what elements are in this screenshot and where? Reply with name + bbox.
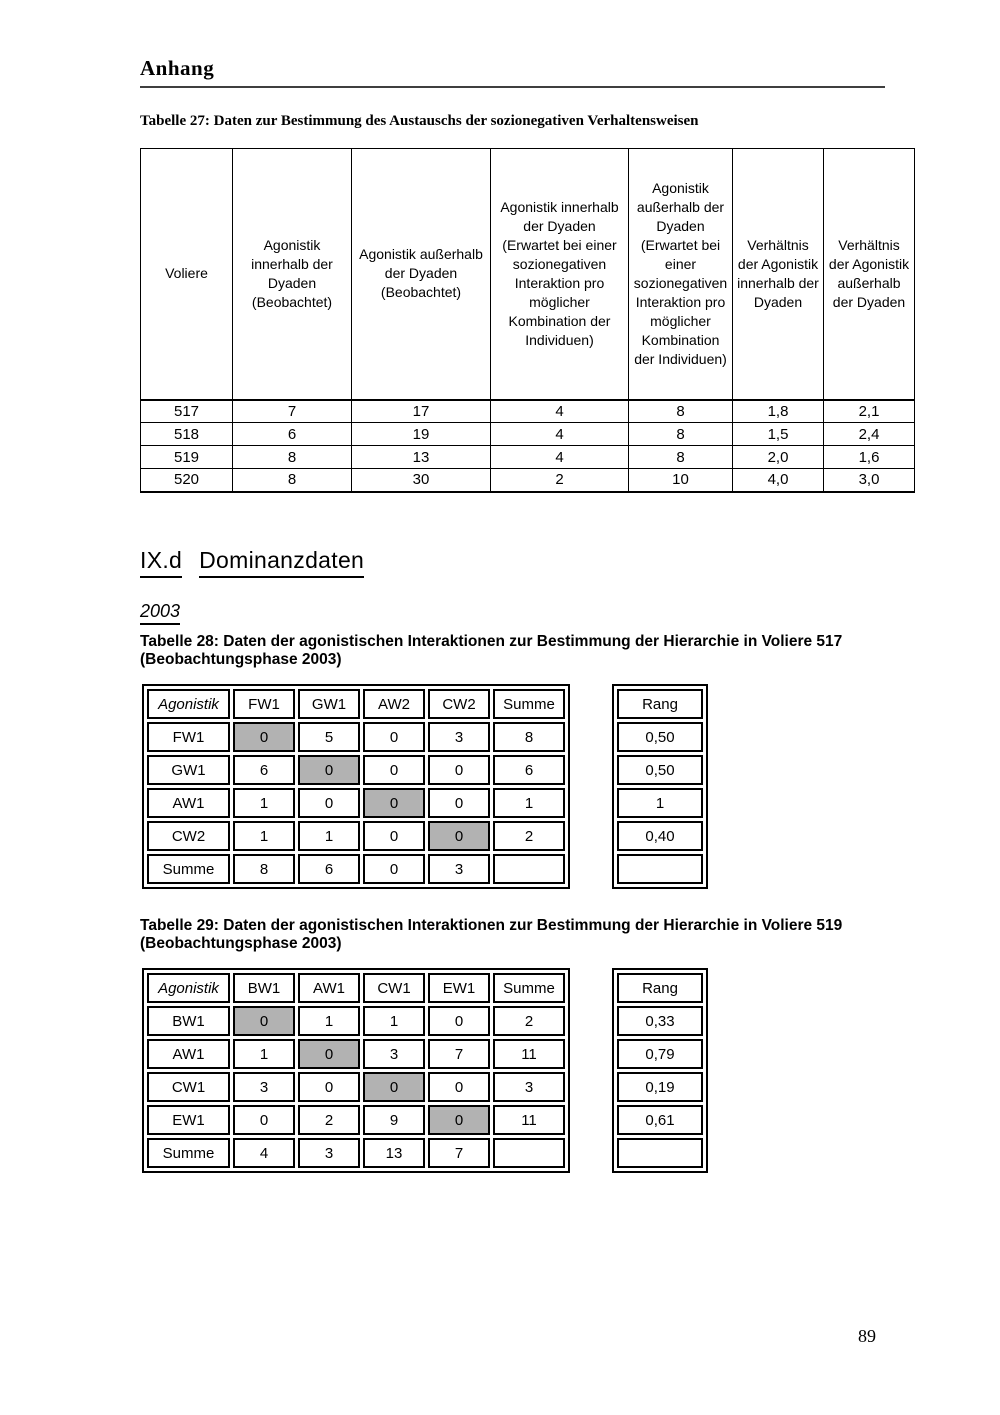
table29-row <box>147 1105 565 1135</box>
table29-cell: 0 <box>428 1006 490 1036</box>
table29-row-label: CW1 <box>147 1072 230 1102</box>
table27 <box>140 148 915 493</box>
table29-cell: 1 <box>233 1039 295 1069</box>
table28-row <box>147 755 565 785</box>
table28-row <box>147 821 565 851</box>
table27-cell: 13 <box>352 446 491 469</box>
table27-cell: 517 <box>141 400 233 423</box>
table28-cell: 2 <box>493 821 565 851</box>
table27-caption: Tabelle 27: Daten zur Bestimmung des Austauschs der sozionegativen Verhaltensweisen <box>140 113 699 129</box>
table29-row-label: EW1 <box>147 1105 230 1135</box>
table29-cell-diagonal: 0 <box>298 1039 360 1069</box>
table29-cell: 3 <box>493 1072 565 1102</box>
table28-row-label: Summe <box>147 854 230 884</box>
table27-header-row <box>141 149 915 400</box>
table28-cell: 6 <box>233 755 295 785</box>
table27-cell: 8 <box>629 423 733 446</box>
table29-row <box>147 1072 565 1102</box>
table29-cell: 11 <box>493 1039 565 1069</box>
table28-cell: 3 <box>428 854 490 884</box>
table27-col-header: Agonistik innerhalb der Dyaden (Beobachtet) <box>233 149 352 400</box>
table28-col-header: CW2 <box>428 689 490 719</box>
table28-cell: 8 <box>233 854 295 884</box>
table28-cell: 1 <box>233 788 295 818</box>
table27-row <box>141 423 915 446</box>
table27-cell: 2,4 <box>824 423 915 446</box>
table28-row-label: FW1 <box>147 722 230 752</box>
table29-row <box>147 1006 565 1036</box>
table29-col-header: CW1 <box>363 973 425 1003</box>
page-number: 89 <box>858 1326 876 1346</box>
table29-cell: 2 <box>493 1006 565 1036</box>
table27-row <box>141 469 915 492</box>
table27-cell: 4 <box>491 423 629 446</box>
rang-cell <box>617 854 703 884</box>
table27-cell: 8 <box>233 469 352 492</box>
section-heading <box>140 547 364 574</box>
table29-cell: 4 <box>233 1138 295 1168</box>
table27-cell: 10 <box>629 469 733 492</box>
table28-row-label: AW1 <box>147 788 230 818</box>
table28-cell: 0 <box>363 854 425 884</box>
table27-cell: 520 <box>141 469 233 492</box>
table27-col-header: Agonistik innerhalb der Dyaden (Erwartet bei einer sozionegativen Interaktion pro möglicher Kombination der Individuen) <box>491 149 629 400</box>
table28-cell: 5 <box>298 722 360 752</box>
table29-cell: 13 <box>363 1138 425 1168</box>
rang-header: Rang <box>617 973 703 1003</box>
table28-cell: 6 <box>298 854 360 884</box>
table27-cell: 519 <box>141 446 233 469</box>
table29-caption: Tabelle 29: Daten der agonistischen Interaktionen zur Bestimmung der Hierarchie in Voliere 519 (Beobachtungsphase 2003) <box>140 917 843 952</box>
table28-row <box>147 854 565 884</box>
rang-cell: 0,19 <box>617 1072 703 1102</box>
year-label: 2003 <box>140 601 180 625</box>
table29-cell: 0 <box>428 1072 490 1102</box>
year-heading <box>140 601 180 622</box>
table27-cell: 2,0 <box>733 446 824 469</box>
table28-cell-diagonal: 0 <box>363 788 425 818</box>
table28-cell: 0 <box>363 755 425 785</box>
table27-col-header: Verhältnis der Agonistik innerhalb der Dyaden <box>733 149 824 400</box>
rang-cell: 1 <box>617 788 703 818</box>
table28-cell: 1 <box>233 821 295 851</box>
header-rule <box>140 86 885 88</box>
table27-cell: 8 <box>629 446 733 469</box>
table29-row <box>147 1039 565 1069</box>
table27-cell: 17 <box>352 400 491 423</box>
section-title: Dominanzdaten <box>199 547 364 578</box>
table28-matrix <box>142 684 570 889</box>
table28-cell: 0 <box>428 755 490 785</box>
table29-row-label: Summe <box>147 1138 230 1168</box>
table28-cell: 0 <box>363 821 425 851</box>
table28-col-header: FW1 <box>233 689 295 719</box>
table27-col-header: Agonistik außerhalb der Dyaden (Erwartet bei einer sozionegativen Interaktion pro möglicher Kombination der Individuen) <box>629 149 733 400</box>
table28-cell: 3 <box>428 722 490 752</box>
table27-cell: 4,0 <box>733 469 824 492</box>
table28-cell: 1 <box>298 821 360 851</box>
table29-col-header: EW1 <box>428 973 490 1003</box>
table28-cell-diagonal: 0 <box>298 755 360 785</box>
table29-cell: 0 <box>298 1072 360 1102</box>
table28-row <box>147 788 565 818</box>
table27-row <box>141 446 915 469</box>
table27-cell: 30 <box>352 469 491 492</box>
table29-cell-diagonal: 0 <box>363 1072 425 1102</box>
table28-cell-diagonal: 0 <box>233 722 295 752</box>
table29-cell: 2 <box>298 1105 360 1135</box>
section-number: IX.d <box>140 547 182 578</box>
table29-cell: 3 <box>298 1138 360 1168</box>
rang-cell: 0,79 <box>617 1039 703 1069</box>
table29-col-header: Agonistik <box>147 973 230 1003</box>
rang-cell: 0,33 <box>617 1006 703 1036</box>
table27-cell: 19 <box>352 423 491 446</box>
table27-cell: 1,8 <box>733 400 824 423</box>
table28-cell-diagonal: 0 <box>428 821 490 851</box>
table28-cell: 6 <box>493 755 565 785</box>
rang-cell <box>617 1138 703 1168</box>
table28-cell <box>493 854 565 884</box>
table29-col-header: Summe <box>493 973 565 1003</box>
table29-cell: 9 <box>363 1105 425 1135</box>
table27-col-header: Agonistik außerhalb der Dyaden (Beobachtet) <box>352 149 491 400</box>
table29-cell: 0 <box>233 1105 295 1135</box>
table28-caption: Tabelle 28: Daten der agonistischen Interaktionen zur Bestimmung der Hierarchie in Voliere 517 (Beobachtungsphase 2003) <box>140 633 843 668</box>
table27-col-header: Verhältnis der Agonistik außerhalb der Dyaden <box>824 149 915 400</box>
rang-cell: 0,50 <box>617 722 703 752</box>
table29-row <box>147 1138 565 1168</box>
table29-header-row <box>147 973 565 1003</box>
table28-header-row <box>147 689 565 719</box>
table27-cell: 7 <box>233 400 352 423</box>
table28-row-label: CW2 <box>147 821 230 851</box>
table27-cell: 6 <box>233 423 352 446</box>
table29-cell: 3 <box>233 1072 295 1102</box>
table28-col-header: Agonistik <box>147 689 230 719</box>
table29-col-header: BW1 <box>233 973 295 1003</box>
table29-matrix <box>142 968 570 1173</box>
table29-cell: 1 <box>298 1006 360 1036</box>
table29-cell: 3 <box>363 1039 425 1069</box>
table29-cell: 11 <box>493 1105 565 1135</box>
table29-rang <box>612 968 708 1173</box>
table28-col-header: GW1 <box>298 689 360 719</box>
table29-cell-diagonal: 0 <box>428 1105 490 1135</box>
table27-cell: 4 <box>491 446 629 469</box>
table27-cell: 8 <box>629 400 733 423</box>
table27-cell: 2,1 <box>824 400 915 423</box>
table28-cell: 8 <box>493 722 565 752</box>
table28-cell: 0 <box>298 788 360 818</box>
table29-cell: 7 <box>428 1138 490 1168</box>
table28-cell: 1 <box>493 788 565 818</box>
table27-cell: 8 <box>233 446 352 469</box>
table27-row <box>141 400 915 423</box>
table29-cell-diagonal: 0 <box>233 1006 295 1036</box>
table29-cell: 7 <box>428 1039 490 1069</box>
table27-cell: 3,0 <box>824 469 915 492</box>
table28-col-header: Summe <box>493 689 565 719</box>
table28-cell: 0 <box>363 722 425 752</box>
table29-cell <box>493 1138 565 1168</box>
rang-cell: 0,61 <box>617 1105 703 1135</box>
appendix-heading: Anhang <box>140 56 215 80</box>
table28-col-header: AW2 <box>363 689 425 719</box>
table27-cell: 518 <box>141 423 233 446</box>
table28-row <box>147 722 565 752</box>
table29-row-label: BW1 <box>147 1006 230 1036</box>
table29-row-label: AW1 <box>147 1039 230 1069</box>
table27-cell: 1,6 <box>824 446 915 469</box>
table27-cell: 1,5 <box>733 423 824 446</box>
rang-cell: 0,50 <box>617 755 703 785</box>
rang-cell: 0,40 <box>617 821 703 851</box>
table27-cell: 2 <box>491 469 629 492</box>
table28-cell: 0 <box>428 788 490 818</box>
table27-col-header: Voliere <box>141 149 233 400</box>
table29-cell: 1 <box>363 1006 425 1036</box>
table27-cell: 4 <box>491 400 629 423</box>
table29-col-header: AW1 <box>298 973 360 1003</box>
table28-rang <box>612 684 708 889</box>
rang-header: Rang <box>617 689 703 719</box>
table28-row-label: GW1 <box>147 755 230 785</box>
